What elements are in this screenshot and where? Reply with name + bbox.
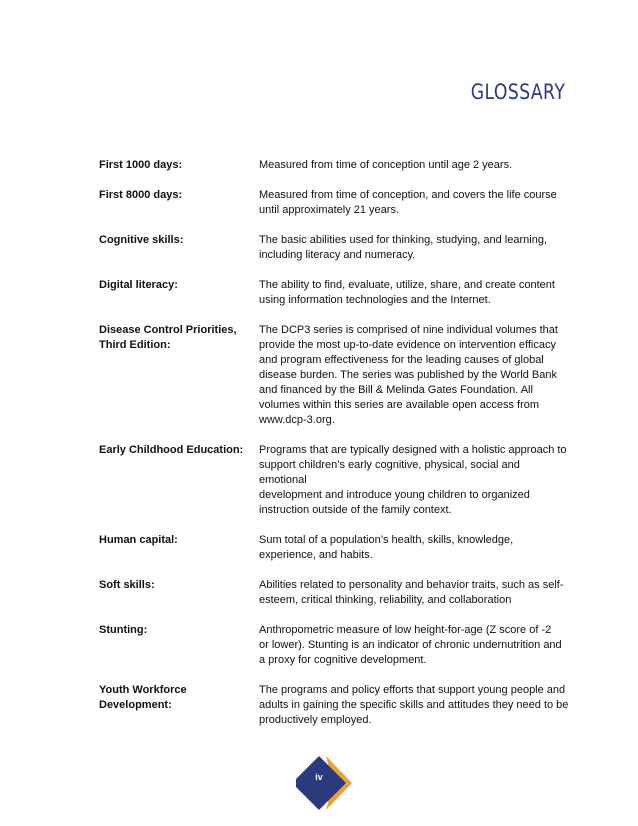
- glossary-entry: [99, 158, 569, 173]
- glossary-term: Stunting:: [99, 624, 148, 636]
- glossary-definition: The basic abilities used for thinking, studying, and learning, including literacy and numeracy.: [259, 234, 548, 261]
- glossary-definition: The DCP3 series is comprised of nine individual volumes that provide the most up-to-date evidence on intervention efficacy and program effectiveness for the leading causes of global disease burden. The series was published by the World Bank and financed by the Bill & Melinda Gates Foundation. All volumes within this series are available open access from www.dcp-3.org.: [259, 324, 558, 426]
- glossary-term: Digital literacy:: [99, 279, 178, 291]
- glossary-term: Soft skills:: [99, 579, 155, 591]
- glossary-term: Human capital:: [99, 534, 178, 546]
- glossary-term: Cognitive skills:: [99, 234, 184, 246]
- glossary-definition: Sum total of a population’s health, skills, knowledge, experience, and habits.: [259, 534, 514, 561]
- glossary-definition: Measured from time of conception until age 2 years.: [259, 159, 513, 171]
- glossary-entry: [99, 443, 569, 518]
- glossary-term: Disease Control Priorities, Third Edition:: [99, 324, 237, 351]
- glossary-entry: [99, 533, 569, 563]
- glossary-entry: [99, 683, 569, 728]
- glossary-entry: [99, 623, 569, 668]
- glossary-term: Early Childhood Education:: [99, 444, 244, 456]
- page-title: GLOSSARY: [470, 80, 565, 104]
- glossary-term: First 8000 days:: [99, 189, 183, 201]
- glossary-definition: Measured from time of conception, and covers the life course until approximately 21 years.: [259, 189, 557, 216]
- glossary-definition: The programs and policy efforts that support young people and adults in gaining the specific skills and attitudes they need to be productively employed.: [259, 684, 569, 726]
- diamond-badge-icon: [296, 756, 356, 810]
- glossary-entry: [99, 323, 569, 428]
- glossary-term: Youth Workforce Development:: [99, 684, 187, 711]
- glossary-definition: Anthropometric measure of low height-for-age (Z score of -2 or lower). Stunting is an indicator of chronic undernutrition and a proxy for cognitive development.: [259, 624, 562, 666]
- glossary-entry: [99, 578, 569, 608]
- glossary-definition: Programs that are typically designed with a holistic approach to support children’s early cognitive, physical, social and emotional development and introduce young children to organized instruction outside of the family context.: [259, 444, 567, 516]
- page-number-badge: [296, 756, 356, 810]
- glossary-term: First 1000 days:: [99, 159, 183, 171]
- glossary-list: [99, 158, 569, 743]
- glossary-definition: The ability to find, evaluate, utilize, share, and create content using information technologies and the Internet.: [259, 279, 555, 306]
- glossary-entry: [99, 278, 569, 308]
- page-number: iv: [315, 772, 323, 782]
- glossary-entry: [99, 233, 569, 263]
- glossary-entry: [99, 188, 569, 218]
- glossary-definition: Abilities related to personality and behavior traits, such as self- esteem, critical thinking, reliability, and collaboration: [259, 579, 564, 606]
